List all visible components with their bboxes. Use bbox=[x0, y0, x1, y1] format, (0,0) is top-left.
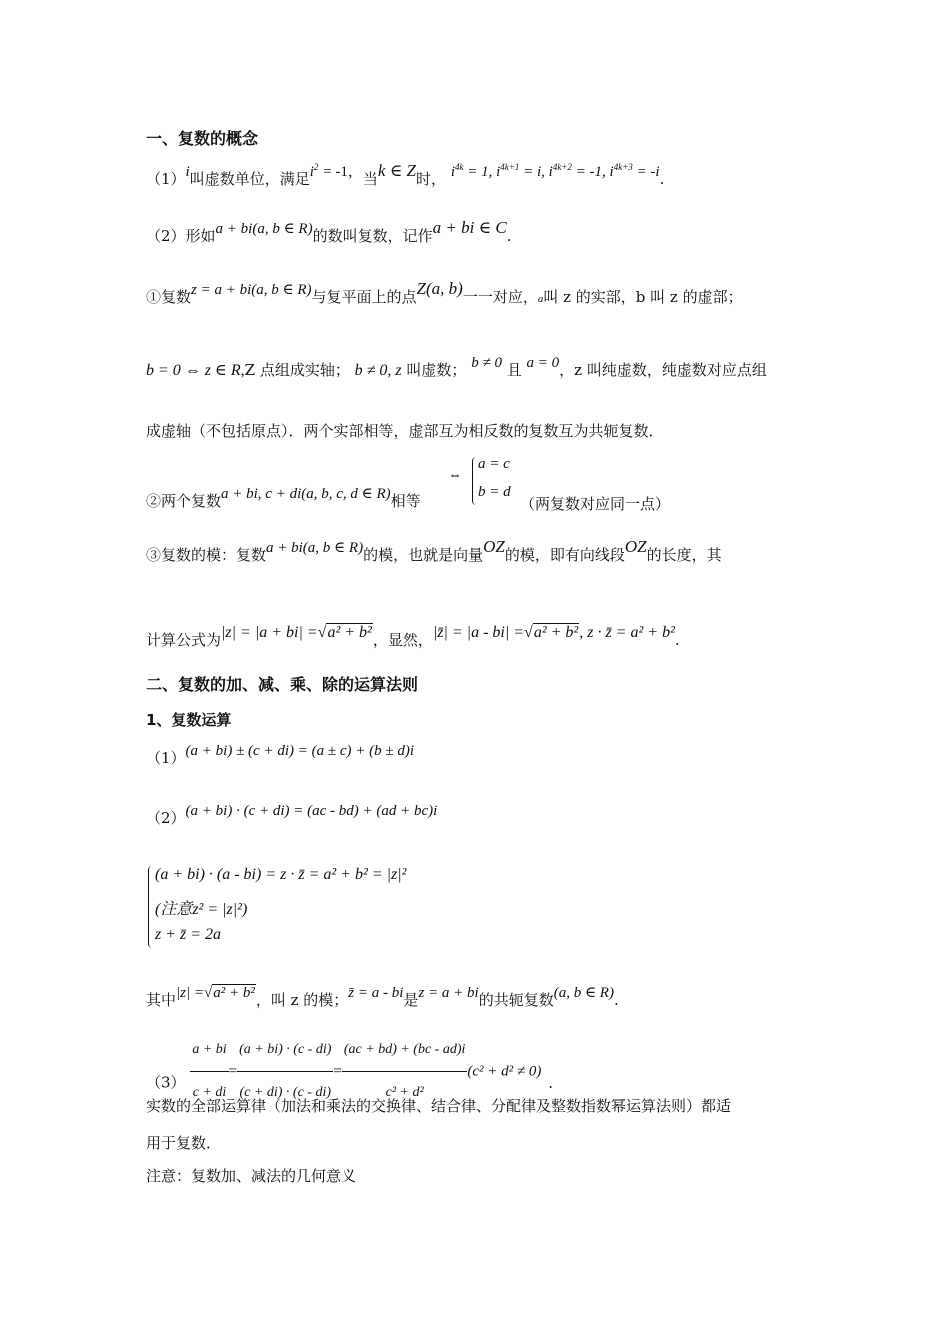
system-line-1: (a + bi) · (a - bi) = z · z̄ = a² + b² = |z|² bbox=[155, 866, 407, 883]
equality-case-1: a = c bbox=[478, 456, 510, 472]
rule-multiply: （2）(a + bi) · (c + di) = (ac - bd) + (ad + bc)i bbox=[146, 803, 438, 827]
paragraph-imaginary-axis: 成虚轴（不包括原点）．两个实部相等，虚部互为相反数的复数互为共轭复数． bbox=[146, 422, 664, 440]
section-title-concept: 一、复数的概念 bbox=[146, 129, 259, 148]
paragraph-laws-cont: 用于复数． bbox=[146, 1134, 222, 1152]
system-brace bbox=[148, 866, 155, 948]
rule-add-subtract: （1）(a + bi) ± (c + di) = (a ± c) + (b ± d)i bbox=[146, 743, 415, 767]
paragraph-laws: 实数的全部运算律（加法和乘法的交换律、结合律、分配律及整数指数幂运算法则）都适 bbox=[146, 1097, 732, 1115]
paragraph-real-imaginary: b = 0 ⇔ z ∈ R,Z 点组成实轴； b ≠ 0, z 叫虚数； b ≠ 0 且 a = 0，z 叫纯虚数，纯虚数对应点组 bbox=[146, 355, 767, 379]
paragraph-modulus: ③复数的模：复数a + bi(a, b ∈ R)的模，也就是向量OZ的模，即有向线段OZ的长度，其 bbox=[146, 537, 722, 564]
paragraph-equality: ②两个复数a + bi, c + di(a, b, c, d ∈ R)相等 bbox=[146, 486, 421, 510]
paragraph-imaginary-unit: （1）i叫虚数单位，满足$i^2 = -1$，当k ∈ Z时， $i^{4k} = 1$, $i^{4k+1} = i$, $i^{4k+2} = -1$, $i^{4k+3} = -i$. bbox=[146, 161, 665, 188]
paragraph-conjugate: 其中|z| =√a² + b²，叫 z 的模；z̄ = a - bi是z = a + bi的共轭复数(a, b ∈ R). bbox=[146, 985, 619, 1009]
paragraph-note: 注意：复数加、减法的几何意义 bbox=[146, 1167, 357, 1185]
paragraph-modulus-formula: 计算公式为|z| = |a + bi| =√a² + b²，显然，|z̄| = |a - bi| =√a² + b², z · z̄ = a² + b². bbox=[146, 624, 680, 649]
equality-case-2: b = d bbox=[478, 484, 511, 500]
system-line-3: z + z̄ = 2a bbox=[155, 926, 222, 943]
equality-note: （两复数对应同一点） bbox=[520, 495, 671, 513]
paragraph-complex-form: （2）形如a + bi(a, b ∈ R)的数叫复数，记作a + bi ∈ C. bbox=[146, 218, 512, 245]
rule-divide: （3） $\frac{a + bi}{c + di}$ = $\frac{(a + bi) \cdot (c - di)}{(c + di) \cdot (c - di)}$ = $\frac{(ac + bd) + (bc - ad)i}{\text{c² + d²}}$ (c² + d² ≠ 0) . bbox=[146, 1030, 553, 1113]
iff-symbol: ⇔ bbox=[448, 468, 462, 483]
system-line-2: (注意z² = |z|²) bbox=[155, 901, 248, 918]
paragraph-complex-plane: ①复数z = a + bi(a, b ∈ R)与复平面上的点Z(a, b)一一对应，a叫 z 的实部，b 叫 z 的虚部； bbox=[146, 279, 743, 306]
subsection-title: 1、复数运算 bbox=[146, 711, 232, 729]
section-title-operations: 二、复数的加、减、乘、除的运算法则 bbox=[146, 675, 419, 694]
